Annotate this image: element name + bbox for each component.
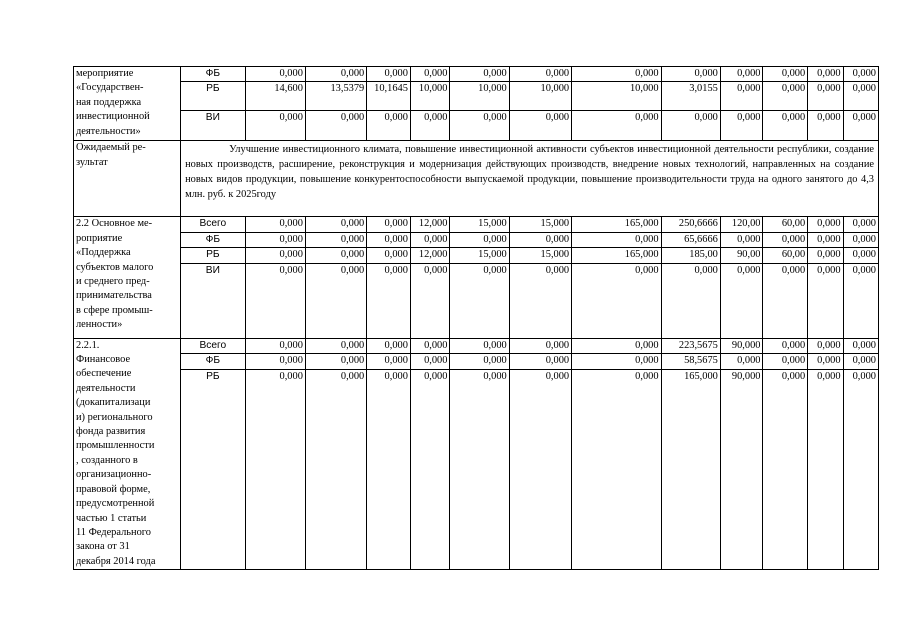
- label-line: и среднего пред-: [76, 276, 150, 288]
- value-cell: 0,000: [509, 263, 571, 338]
- expected-result-text: [181, 141, 879, 217]
- value-cell: 0,000: [509, 67, 571, 82]
- value-cell: 0,000: [245, 248, 305, 263]
- value-cell: 0,000: [367, 338, 411, 354]
- value-cell: 0,000: [450, 338, 509, 354]
- value-cell: 3,0155: [661, 82, 720, 111]
- value-cell: 0,000: [572, 354, 661, 370]
- label-line: роприятие: [76, 232, 123, 244]
- label-line: мероприятие: [76, 68, 134, 79]
- value-cell: 0,000: [367, 354, 411, 370]
- label-line: закона от 31: [76, 541, 130, 553]
- label-line: 11 Федерального: [76, 526, 151, 538]
- value-cell: 0,000: [450, 67, 509, 82]
- value-cell: 15,000: [450, 217, 509, 232]
- table-row: [74, 369, 879, 569]
- value-cell: 0,000: [245, 217, 305, 232]
- value-cell: 0,000: [808, 67, 843, 82]
- value-cell: 0,000: [509, 338, 571, 354]
- value-cell: 0,000: [367, 111, 411, 141]
- value-cell: 15,000: [450, 248, 509, 263]
- value-cell: 0,000: [720, 67, 763, 82]
- funding-source: ФБ: [181, 232, 245, 247]
- value-cell: 0,000: [410, 338, 450, 354]
- value-cell: 0,000: [763, 111, 808, 141]
- value-cell: 0,000: [245, 354, 305, 370]
- value-cell: 0,000: [572, 111, 661, 141]
- label-line: деятельности»: [76, 125, 141, 137]
- value-cell: 0,000: [843, 111, 878, 141]
- value-cell: 0,000: [410, 232, 450, 247]
- value-cell: 65,6666: [661, 232, 720, 247]
- table-row: [74, 217, 879, 232]
- value-cell: 0,000: [410, 263, 450, 338]
- value-cell: 0,000: [450, 354, 509, 370]
- table-row: [74, 67, 879, 82]
- value-cell: 10,000: [450, 82, 509, 111]
- result-row: [74, 141, 879, 217]
- value-cell: 0,000: [843, 82, 878, 111]
- label-line: промышленности: [76, 440, 155, 452]
- funding-source: ВИ: [181, 263, 245, 338]
- value-cell: 0,000: [245, 111, 305, 141]
- value-cell: 10,000: [572, 82, 661, 111]
- value-cell: 0,000: [808, 82, 843, 111]
- label-line: ная поддержка: [76, 96, 142, 108]
- value-cell: 0,000: [367, 263, 411, 338]
- label-line: предусмотренной: [76, 498, 155, 510]
- value-cell: 0,000: [305, 338, 366, 354]
- label-line: принимательства: [76, 290, 152, 302]
- value-cell: 0,000: [410, 67, 450, 82]
- value-cell: 0,000: [843, 263, 878, 338]
- value-cell: 165,000: [572, 217, 661, 232]
- label-line: Финансовое: [76, 354, 131, 366]
- label-line: деятельности: [76, 382, 136, 394]
- value-cell: 0,000: [410, 354, 450, 370]
- result-text: Улучшение инвестиционного климата, повышение инвестиционной активности субъектов инвестиционной деятельности республики, создание новых производств, расширение, реконструкция и модернизация действующих производств, внедрение новых технологий, направленных на создание новых видов продукции, повышение конкурентоспособности выпускаемой продукции, повышение производительности труда на одного занятого до 4,3 млн. руб. к 2025году: [185, 144, 874, 201]
- value-cell: 0,000: [808, 354, 843, 370]
- value-cell: 14,600: [245, 82, 305, 111]
- table-row: [74, 111, 879, 141]
- value-cell: 0,000: [661, 67, 720, 82]
- value-cell: 0,000: [305, 263, 366, 338]
- funding-source: РБ: [181, 369, 245, 569]
- value-cell: 0,000: [808, 248, 843, 263]
- value-cell: 58,5675: [661, 354, 720, 370]
- value-cell: 0,000: [305, 354, 366, 370]
- value-cell: 0,000: [808, 263, 843, 338]
- value-cell: 0,000: [808, 232, 843, 247]
- value-cell: 0,000: [572, 263, 661, 338]
- value-cell: 0,000: [763, 67, 808, 82]
- label-line: организационно-: [76, 469, 152, 481]
- activity-label: [74, 67, 181, 141]
- label-line: частью 1 статьи: [76, 512, 147, 524]
- funding-source: РБ: [181, 82, 245, 111]
- value-cell: 185,00: [661, 248, 720, 263]
- value-cell: 0,000: [661, 263, 720, 338]
- value-cell: 0,000: [763, 369, 808, 569]
- label-line: , созданного в: [76, 454, 138, 466]
- value-cell: 0,000: [410, 369, 450, 569]
- activity-label: [74, 338, 181, 570]
- table-row: [74, 354, 879, 370]
- value-cell: 0,000: [720, 82, 763, 111]
- label-line: «Поддержка: [76, 247, 131, 259]
- value-cell: 0,000: [450, 263, 509, 338]
- result-label: [74, 141, 181, 217]
- value-cell: 0,000: [843, 354, 878, 370]
- label-line: 2.2 Основное ме-: [76, 218, 153, 230]
- value-cell: 90,000: [720, 338, 763, 354]
- value-cell: 0,000: [572, 338, 661, 354]
- budget-table: [73, 66, 879, 570]
- value-cell: 60,00: [763, 248, 808, 263]
- value-cell: 0,000: [808, 369, 843, 569]
- value-cell: 0,000: [808, 217, 843, 232]
- table-row: [74, 338, 879, 354]
- value-cell: 0,000: [509, 111, 571, 141]
- activity-label: [74, 217, 181, 338]
- value-cell: 60,00: [763, 217, 808, 232]
- value-cell: 0,000: [763, 82, 808, 111]
- value-cell: 0,000: [367, 232, 411, 247]
- value-cell: 0,000: [808, 111, 843, 141]
- value-cell: 0,000: [305, 111, 366, 141]
- value-cell: 0,000: [245, 338, 305, 354]
- value-cell: 0,000: [763, 232, 808, 247]
- value-cell: 0,000: [763, 263, 808, 338]
- value-cell: 0,000: [245, 232, 305, 247]
- value-cell: 120,00: [720, 217, 763, 232]
- value-cell: 12,000: [410, 217, 450, 232]
- value-cell: 223,5675: [661, 338, 720, 354]
- label-line: 2.2.1.: [76, 339, 100, 351]
- value-cell: 0,000: [367, 248, 411, 263]
- label-line: в сфере промыш-: [76, 304, 153, 316]
- label-line: декабря 2014 года: [76, 555, 156, 567]
- table-row: [74, 248, 879, 263]
- value-cell: 0,000: [450, 369, 509, 569]
- value-cell: 0,000: [661, 111, 720, 141]
- value-cell: 0,000: [843, 338, 878, 354]
- funding-source: ВИ: [181, 111, 245, 141]
- value-cell: 15,000: [509, 248, 571, 263]
- value-cell: 0,000: [245, 369, 305, 569]
- value-cell: 0,000: [843, 217, 878, 232]
- value-cell: 0,000: [843, 369, 878, 569]
- value-cell: 0,000: [572, 369, 661, 569]
- value-cell: 0,000: [305, 248, 366, 263]
- value-cell: 13,5379: [305, 82, 366, 111]
- value-cell: 0,000: [450, 232, 509, 247]
- label-line: ленности»: [76, 319, 123, 331]
- funding-source: ФБ: [181, 354, 245, 370]
- label-line: и) регионального: [76, 411, 153, 423]
- value-cell: 0,000: [720, 111, 763, 141]
- value-cell: 0,000: [410, 111, 450, 141]
- label-line: правовой форме,: [76, 483, 151, 495]
- table-row: [74, 232, 879, 247]
- value-cell: 0,000: [720, 263, 763, 338]
- value-cell: 165,000: [572, 248, 661, 263]
- label-line: (докапитализаци: [76, 397, 151, 409]
- value-cell: 0,000: [843, 67, 878, 82]
- value-cell: 0,000: [720, 354, 763, 370]
- label-line: «Государствен-: [76, 82, 144, 94]
- value-cell: 0,000: [450, 111, 509, 141]
- value-cell: 0,000: [720, 232, 763, 247]
- value-cell: 0,000: [763, 338, 808, 354]
- funding-source: Всего: [181, 338, 245, 354]
- value-cell: 12,000: [410, 248, 450, 263]
- value-cell: 0,000: [305, 232, 366, 247]
- value-cell: 0,000: [509, 354, 571, 370]
- table-row: [74, 263, 879, 338]
- value-cell: 10,000: [410, 82, 450, 111]
- value-cell: 0,000: [367, 217, 411, 232]
- value-cell: 0,000: [572, 67, 661, 82]
- funding-source: Всего: [181, 217, 245, 232]
- value-cell: 0,000: [367, 369, 411, 569]
- label-line: зультат: [76, 156, 108, 168]
- value-cell: 0,000: [843, 248, 878, 263]
- value-cell: 10,1645: [367, 82, 411, 111]
- label-line: Ожидаемый ре-: [76, 142, 146, 154]
- value-cell: 90,000: [720, 369, 763, 569]
- value-cell: 0,000: [245, 67, 305, 82]
- value-cell: 10,000: [509, 82, 571, 111]
- label-line: инвестиционной: [76, 111, 150, 123]
- funding-source: РБ: [181, 248, 245, 263]
- value-cell: 0,000: [843, 232, 878, 247]
- value-cell: 0,000: [808, 338, 843, 354]
- value-cell: 0,000: [572, 232, 661, 247]
- value-cell: 0,000: [509, 232, 571, 247]
- value-cell: 15,000: [509, 217, 571, 232]
- value-cell: 0,000: [509, 369, 571, 569]
- label-line: обеспечение: [76, 368, 132, 380]
- table-row: [74, 82, 879, 111]
- value-cell: 90,00: [720, 248, 763, 263]
- value-cell: 165,000: [661, 369, 720, 569]
- value-cell: 250,6666: [661, 217, 720, 232]
- label-line: фонда развития: [76, 426, 146, 438]
- value-cell: 0,000: [367, 67, 411, 82]
- value-cell: 0,000: [305, 217, 366, 232]
- value-cell: 0,000: [305, 369, 366, 569]
- value-cell: 0,000: [245, 263, 305, 338]
- value-cell: 0,000: [763, 354, 808, 370]
- funding-source: ФБ: [181, 67, 245, 82]
- value-cell: 0,000: [305, 67, 366, 82]
- label-line: субъектов малого: [76, 261, 154, 273]
